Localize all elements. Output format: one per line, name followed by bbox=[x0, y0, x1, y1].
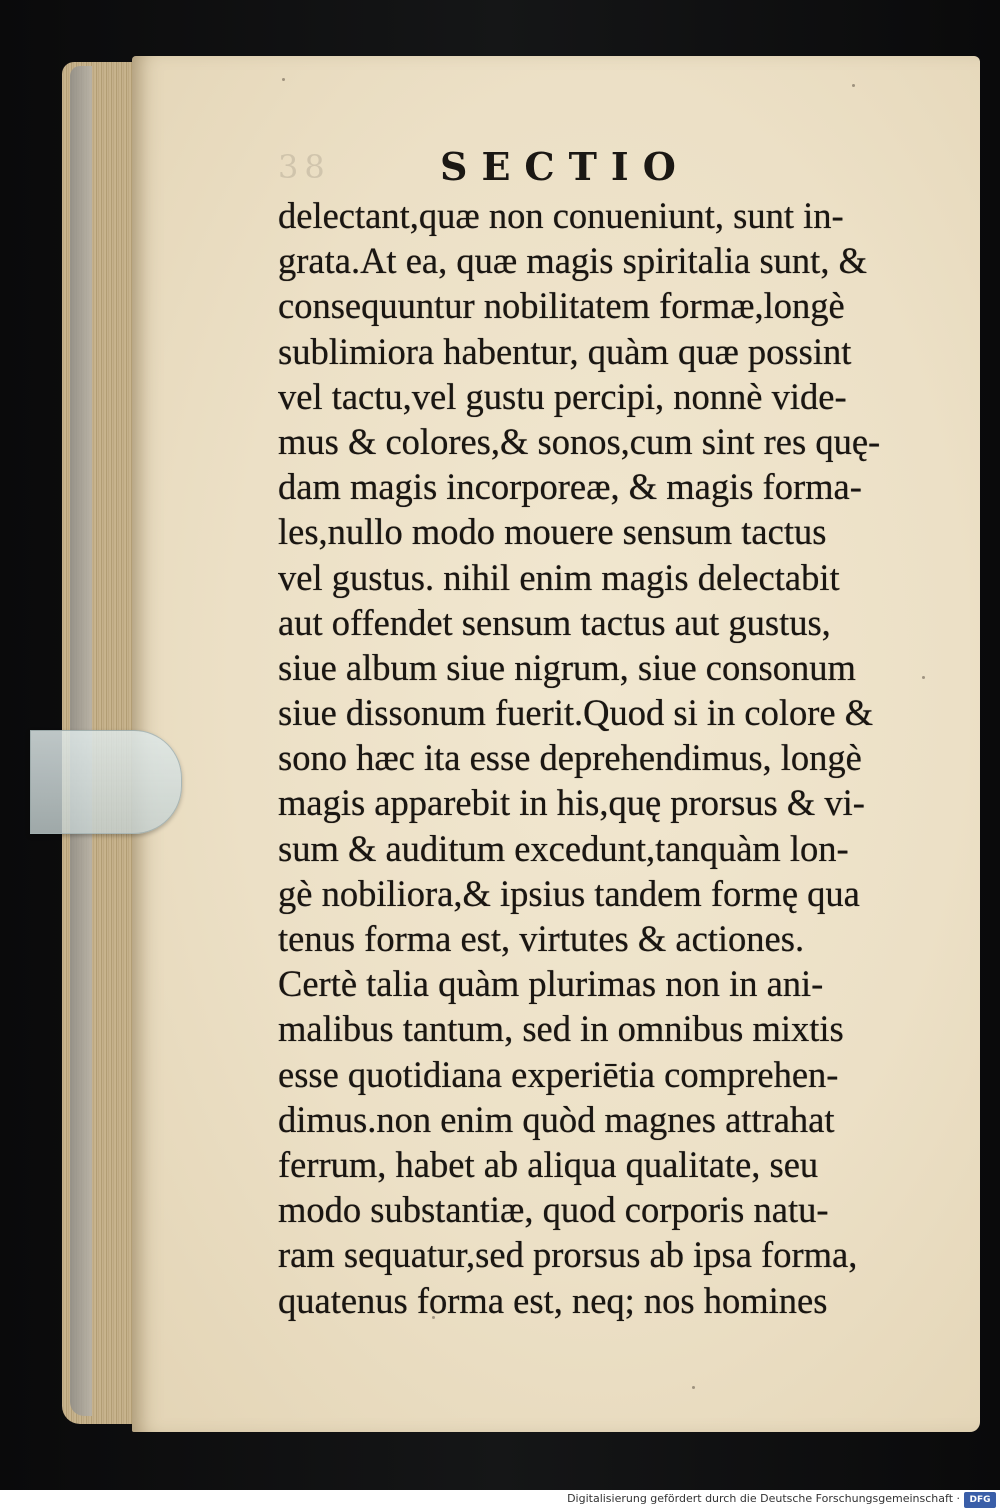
text-line: quatenus forma est, neq; nos homines bbox=[278, 1279, 828, 1321]
text-line: ferrum, habet ab aliqua qualitate, seu bbox=[278, 1143, 819, 1185]
digitization-credit: Digitalisierung gefördert durch die Deutsche Forschungsgemeinschaft · bbox=[567, 1492, 960, 1505]
text-line: siue album siue nigrum, siue consonum bbox=[278, 646, 856, 688]
paper-speck bbox=[922, 676, 925, 679]
text-line: mus & colores,& sonos,cum sint res quę- bbox=[278, 420, 881, 462]
text-line: sublimiora habentur, quàm quæ possint bbox=[278, 330, 852, 372]
text-line: esse quotidiana experiētia comprehen- bbox=[278, 1053, 839, 1095]
text-line: les,nullo modo mouere sensum tactus bbox=[278, 511, 827, 553]
text-line: tenus forma est, virtutes & actiones. bbox=[278, 918, 805, 959]
text-line: Certè talia quàm plurimas non in ani- bbox=[278, 963, 824, 1005]
text-line: sum & auditum excedunt,tanquàm lon- bbox=[278, 827, 849, 869]
text-line: vel tactu,vel gustu percipi, nonnè vide- bbox=[278, 375, 847, 417]
text-line: malibus tantum, sed in omnibus mixtis bbox=[278, 1008, 844, 1050]
text-line: siue dissonum fuerit.Quod si in colore & bbox=[278, 692, 874, 734]
text-line: consequuntur nobilitatem formæ,longè bbox=[278, 285, 845, 327]
text-line: sono hæc ita esse deprehendimus, longè bbox=[278, 737, 862, 779]
text-line: dam magis incorporeæ, & magis forma- bbox=[278, 466, 862, 508]
plastic-page-clip bbox=[30, 730, 182, 834]
text-line: aut offendet sensum tactus aut gustus, bbox=[278, 601, 831, 643]
text-line: grata.At ea, quæ magis spiritalia sunt, & bbox=[278, 240, 867, 282]
text-line: modo substantiæ, quod corporis natu- bbox=[278, 1189, 829, 1231]
running-head: SECTIO bbox=[440, 144, 690, 189]
paper-speck bbox=[282, 78, 285, 81]
text-line: magis apparebit in his,quę prorsus & vi- bbox=[278, 782, 865, 824]
paper-speck bbox=[692, 1386, 695, 1389]
show-through-page-number: 38 bbox=[278, 148, 331, 186]
text-line: dimus.non enim quòd magnes attrahat bbox=[278, 1098, 835, 1140]
body-text bbox=[278, 193, 918, 1323]
text-line: delectant,quæ non conueniunt, sunt in- bbox=[278, 195, 844, 236]
dfg-logo: DFG bbox=[964, 1492, 996, 1508]
text-line: ram sequatur,sed prorsus ab ipsa forma, bbox=[278, 1234, 858, 1276]
text-line: gè nobiliora,& ipsius tandem formę qua bbox=[278, 872, 860, 914]
paper-speck bbox=[852, 84, 855, 87]
text-line: vel gustus. nihil enim magis delectabit bbox=[278, 556, 840, 598]
